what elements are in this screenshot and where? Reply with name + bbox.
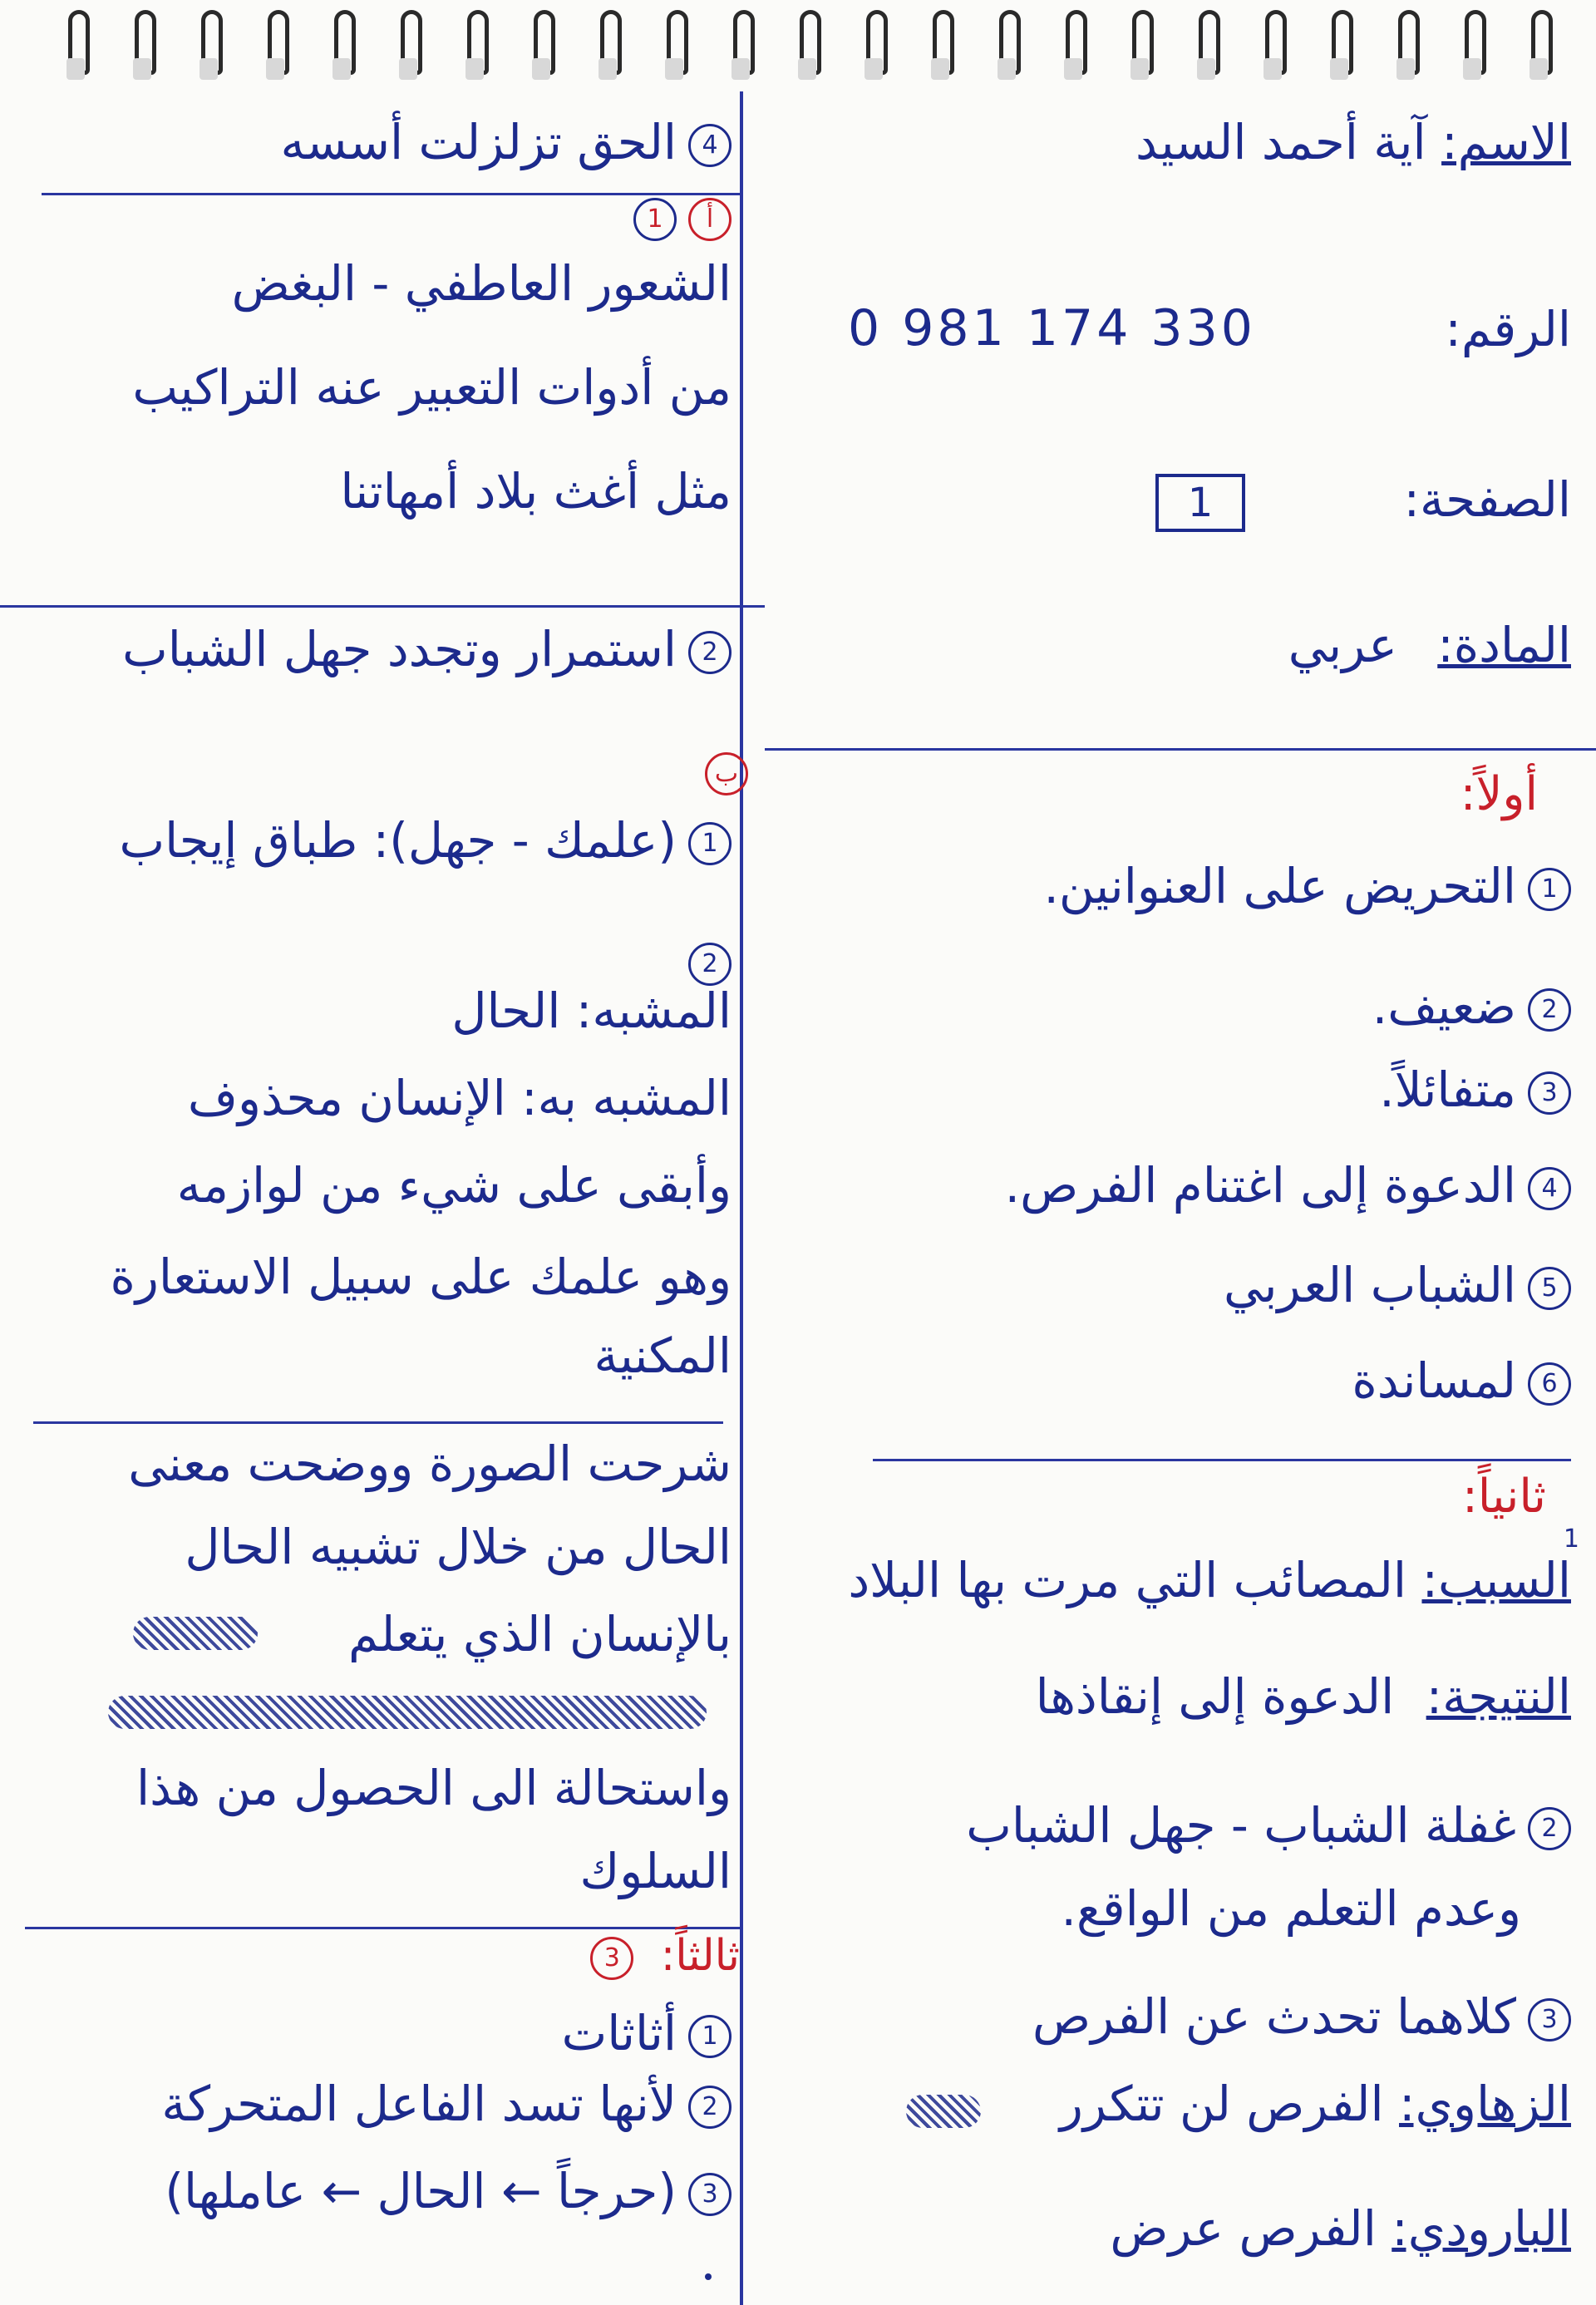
item-text: لمساندة xyxy=(1352,1352,1516,1409)
page-number-box: 1 xyxy=(1155,474,1245,532)
part-c-number: 3 xyxy=(590,1937,633,1980)
item-number: 2 xyxy=(688,2086,732,2129)
b1-line xyxy=(119,812,732,869)
list-item xyxy=(1043,860,1571,914)
name-value: آية أحمد السيد xyxy=(1135,114,1426,170)
item-text: متفائلاً. xyxy=(1379,1061,1516,1118)
rule-heading xyxy=(42,193,740,195)
item-number: 4 xyxy=(1528,1167,1571,1210)
expl-line2: الحال من خلال تشبيه الحال xyxy=(185,1519,732,1575)
section2-title-text: ثانياً: xyxy=(1461,1470,1546,1524)
section2-title xyxy=(1462,1471,1546,1523)
section2-item-number: 1 xyxy=(1563,1524,1579,1554)
number-value: 0 981 174 330 xyxy=(848,299,1256,357)
item-text: التحريض على العنوانين. xyxy=(1043,858,1516,914)
rule-c xyxy=(25,1927,740,1929)
crossed-out-scribble xyxy=(133,1617,258,1650)
item-number: 6 xyxy=(1528,1362,1571,1406)
item-number: 2 xyxy=(1528,988,1571,1032)
part-a-label xyxy=(622,198,732,241)
result-line xyxy=(1035,1668,1571,1725)
b2-line2: المشبه به: الإنسان محذوف xyxy=(187,1070,732,1126)
c2-line xyxy=(161,2078,732,2131)
list-item xyxy=(1224,1259,1571,1313)
item-text: أثاثات xyxy=(561,2005,677,2061)
part-c-title-text: ثالثاً: xyxy=(660,1931,740,1981)
list-item xyxy=(1352,1352,1571,1409)
item-number: 2 xyxy=(688,631,732,674)
rule-b xyxy=(33,1421,723,1424)
item-number: 3 xyxy=(688,2173,732,2216)
section1-title: أولاً: xyxy=(1460,767,1538,821)
heading-number: 4 xyxy=(688,124,732,167)
baroudi-line xyxy=(1110,2200,1571,2257)
subject-label: المادة: xyxy=(1437,617,1571,673)
item-number: 1 xyxy=(633,198,677,241)
item-text: الشباب العربي xyxy=(1224,1257,1516,1313)
a1-line3: مثل أغث بلاد أمهاتنا xyxy=(340,463,732,520)
name-label: الاسم: xyxy=(1441,114,1571,170)
item-text: استمرار وتجدد جهل الشباب xyxy=(122,621,677,677)
result-text: الدعوة إلى إنقاذها xyxy=(1035,1668,1395,1725)
part-b-label xyxy=(693,752,748,795)
zahawi-line xyxy=(1060,2078,1571,2131)
b2-line3: وأبقى على شيء من لوازمه xyxy=(176,1157,732,1214)
name-field xyxy=(1135,116,1571,170)
a1-line1: الشعور العاطفي - البغض xyxy=(231,255,732,312)
rule-after-header xyxy=(765,748,1596,751)
page-label: الصفحة: xyxy=(1403,471,1571,528)
rule-a xyxy=(0,605,765,608)
b2-line1: المشبه: الحال xyxy=(451,983,732,1039)
item-number: 1 xyxy=(1528,868,1571,911)
item-number: 3 xyxy=(1528,1071,1571,1115)
item-text: ضعيف. xyxy=(1372,978,1516,1035)
a1-line2: من أدوات التعبير عنه التراكيب xyxy=(132,359,732,416)
zahawi-text: الفرص لن تتكرر xyxy=(1059,2076,1384,2132)
item-text: الدعوة إلى اغتنام الفرص. xyxy=(1004,1157,1516,1214)
item-number: 2 xyxy=(688,943,732,986)
cause-text: المصائب التي مرت بها البلاد xyxy=(848,1552,1407,1608)
cause-label: السبب: xyxy=(1421,1552,1571,1608)
item-text: لأنها تسد الفاعل المتحركة xyxy=(161,2076,677,2132)
c1-line xyxy=(562,2007,732,2061)
number-label: الرقم: xyxy=(1445,301,1571,357)
item-text: كلاهما تحدث عن الفرص xyxy=(1032,1988,1516,2045)
list-item xyxy=(1379,1061,1571,1118)
column-divider xyxy=(740,91,743,2305)
part-a-marker: أ xyxy=(688,198,732,241)
spiral-binding xyxy=(0,0,1596,91)
c3-line xyxy=(165,2165,732,2219)
a2-line xyxy=(122,623,732,677)
part-c-title xyxy=(579,1933,740,1980)
item-number: 3 xyxy=(1528,1998,1571,2042)
item-number: 5 xyxy=(1528,1267,1571,1310)
part-b-marker: ب xyxy=(705,752,748,795)
result-label: النتيجة: xyxy=(1426,1668,1571,1725)
item2-line1 xyxy=(966,1797,1571,1854)
cause-line xyxy=(848,1554,1571,1608)
left-heading xyxy=(281,116,732,170)
item-number: 2 xyxy=(1528,1807,1571,1850)
item-number: 1 xyxy=(688,2015,732,2058)
expl-line5: السلوك xyxy=(579,1843,732,1899)
b2-number-line xyxy=(677,935,732,988)
zahawi-label: الزهاوي: xyxy=(1399,2076,1571,2132)
list-item xyxy=(1004,1157,1571,1214)
crossed-out-scribble xyxy=(906,2095,981,2128)
item3-line1 xyxy=(1032,1988,1571,2045)
subject-field xyxy=(1288,619,1571,672)
expl-line4: واستحالة الى الحصول من هذا xyxy=(136,1760,732,1816)
baroudi-label: البارودي: xyxy=(1392,2200,1571,2257)
crossed-out-scribble xyxy=(108,1696,707,1729)
list-item xyxy=(1372,978,1571,1035)
expl-line3: بالإنسان الذي يتعلم xyxy=(348,1606,732,1662)
b2-line5: المكنية xyxy=(594,1327,732,1384)
expl-line1: شرحت الصورة ووضحت معنى xyxy=(128,1436,732,1492)
ink-dot xyxy=(705,2273,712,2280)
heading-text: الحق تزلزلت أسسه xyxy=(280,114,677,170)
item-text: (علمك - جهل): طباق إيجاب xyxy=(119,812,677,869)
b2-line4: وهو علمك على سبيل الاستعارة xyxy=(110,1249,732,1305)
subject-value: عربي xyxy=(1288,617,1397,673)
rule-after-section1 xyxy=(873,1459,1571,1461)
item-number: 1 xyxy=(688,822,732,865)
baroudi-text: الفرص عرض xyxy=(1110,2200,1377,2257)
item2-line2: وعدم التعلم من الواقع. xyxy=(1061,1880,1521,1937)
item-text: (حرجاً ← الحال ← عاملها) xyxy=(165,2163,677,2219)
item-text: غفلة الشباب - جهل الشباب xyxy=(966,1797,1516,1854)
